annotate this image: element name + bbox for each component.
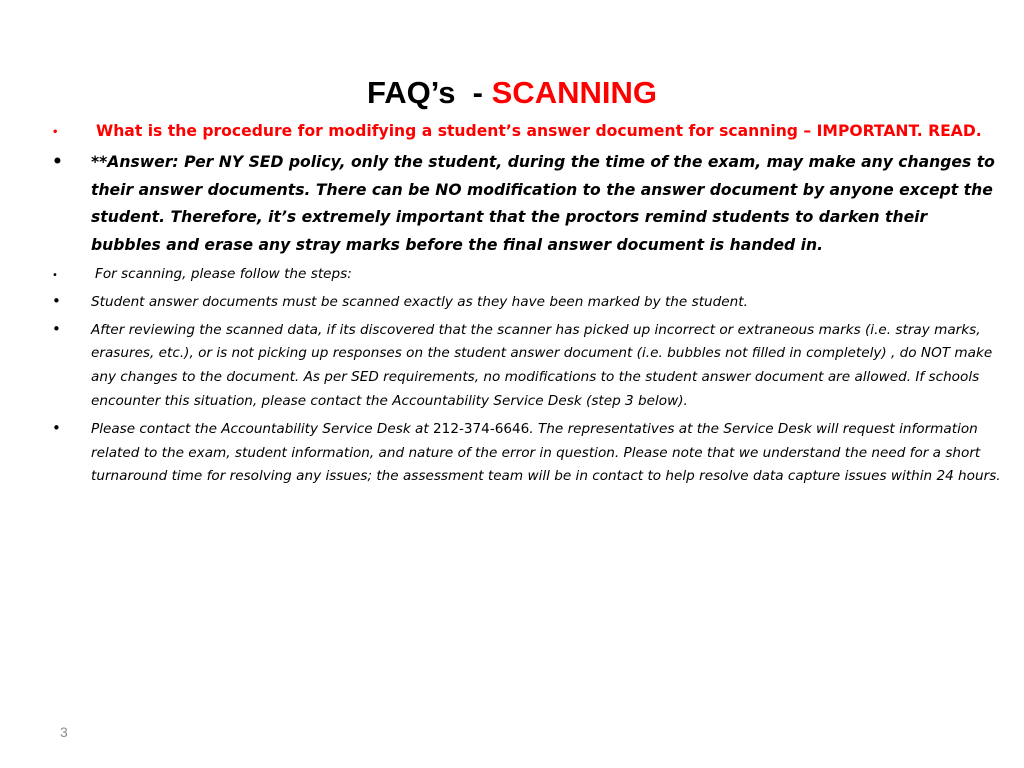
title-highlight: SCANNING [491, 74, 657, 110]
step-text [91, 418, 1002, 489]
step-bullet [52, 291, 1002, 315]
page-number: 3 [60, 724, 68, 740]
steps-intro-text: For scanning, please follow the steps: [95, 266, 352, 282]
bullet-marker: • [52, 291, 61, 310]
bullet-marker: • [52, 127, 59, 138]
step-text: Student answer documents must be scanned exactly as they have been marked by the student. [91, 293, 748, 310]
step-bullet [52, 319, 1002, 414]
bullet-marker: • [52, 319, 61, 338]
bullet-list [52, 118, 1002, 493]
question-bullet [52, 118, 1002, 145]
title-prefix: FAQ’s - [367, 74, 492, 110]
contact-text-before: Please contact the Accountability Service Desk at [91, 420, 434, 437]
phone-number: 212-374-6646 [433, 420, 530, 437]
question-text: What is the procedure for modifying a student’s answer document for scanning – IMPORTANT. READ. [96, 122, 982, 140]
contact-text-after: . The representatives at the Service Desk will request information related to the exam, student information, and nature of the error in question. Please note that we understand the need for a short turnaround time for resolving any issues; the assessment team will be in contact to help resolve data capture issues within 24 hours. [91, 420, 1001, 485]
answer-bullet [52, 149, 1002, 259]
step-text: After reviewing the scanned data, if its discovered that the scanner has picked up incorrect or extraneous marks (i.e. stray marks, erasures, etc.), or is not picking up responses on the student answer document (i.e. bubbles not filled in completely) , do NOT make any changes to the document. As per SED requirements, no modifications to the student answer document are allowed. If schools encounter this situation, please contact the Accountability Service Desk (step 3 below). [91, 321, 993, 409]
bullet-marker: • [52, 152, 63, 172]
slide-title [0, 73, 1024, 113]
answer-text: **Answer: Per NY SED policy, only the student, during the time of the exam, may make any changes to their answer documents. There can be NO modification to the answer document by anyone except the student. Therefore, it’s extremely important that the proctors remind students to darken their bubbles and erase any stray marks before the final answer document is handed in. [91, 153, 995, 254]
step-bullet [52, 418, 1002, 489]
bullet-marker: • [52, 418, 61, 437]
bullet-marker: • [52, 270, 58, 281]
steps-intro-bullet [52, 263, 1002, 287]
